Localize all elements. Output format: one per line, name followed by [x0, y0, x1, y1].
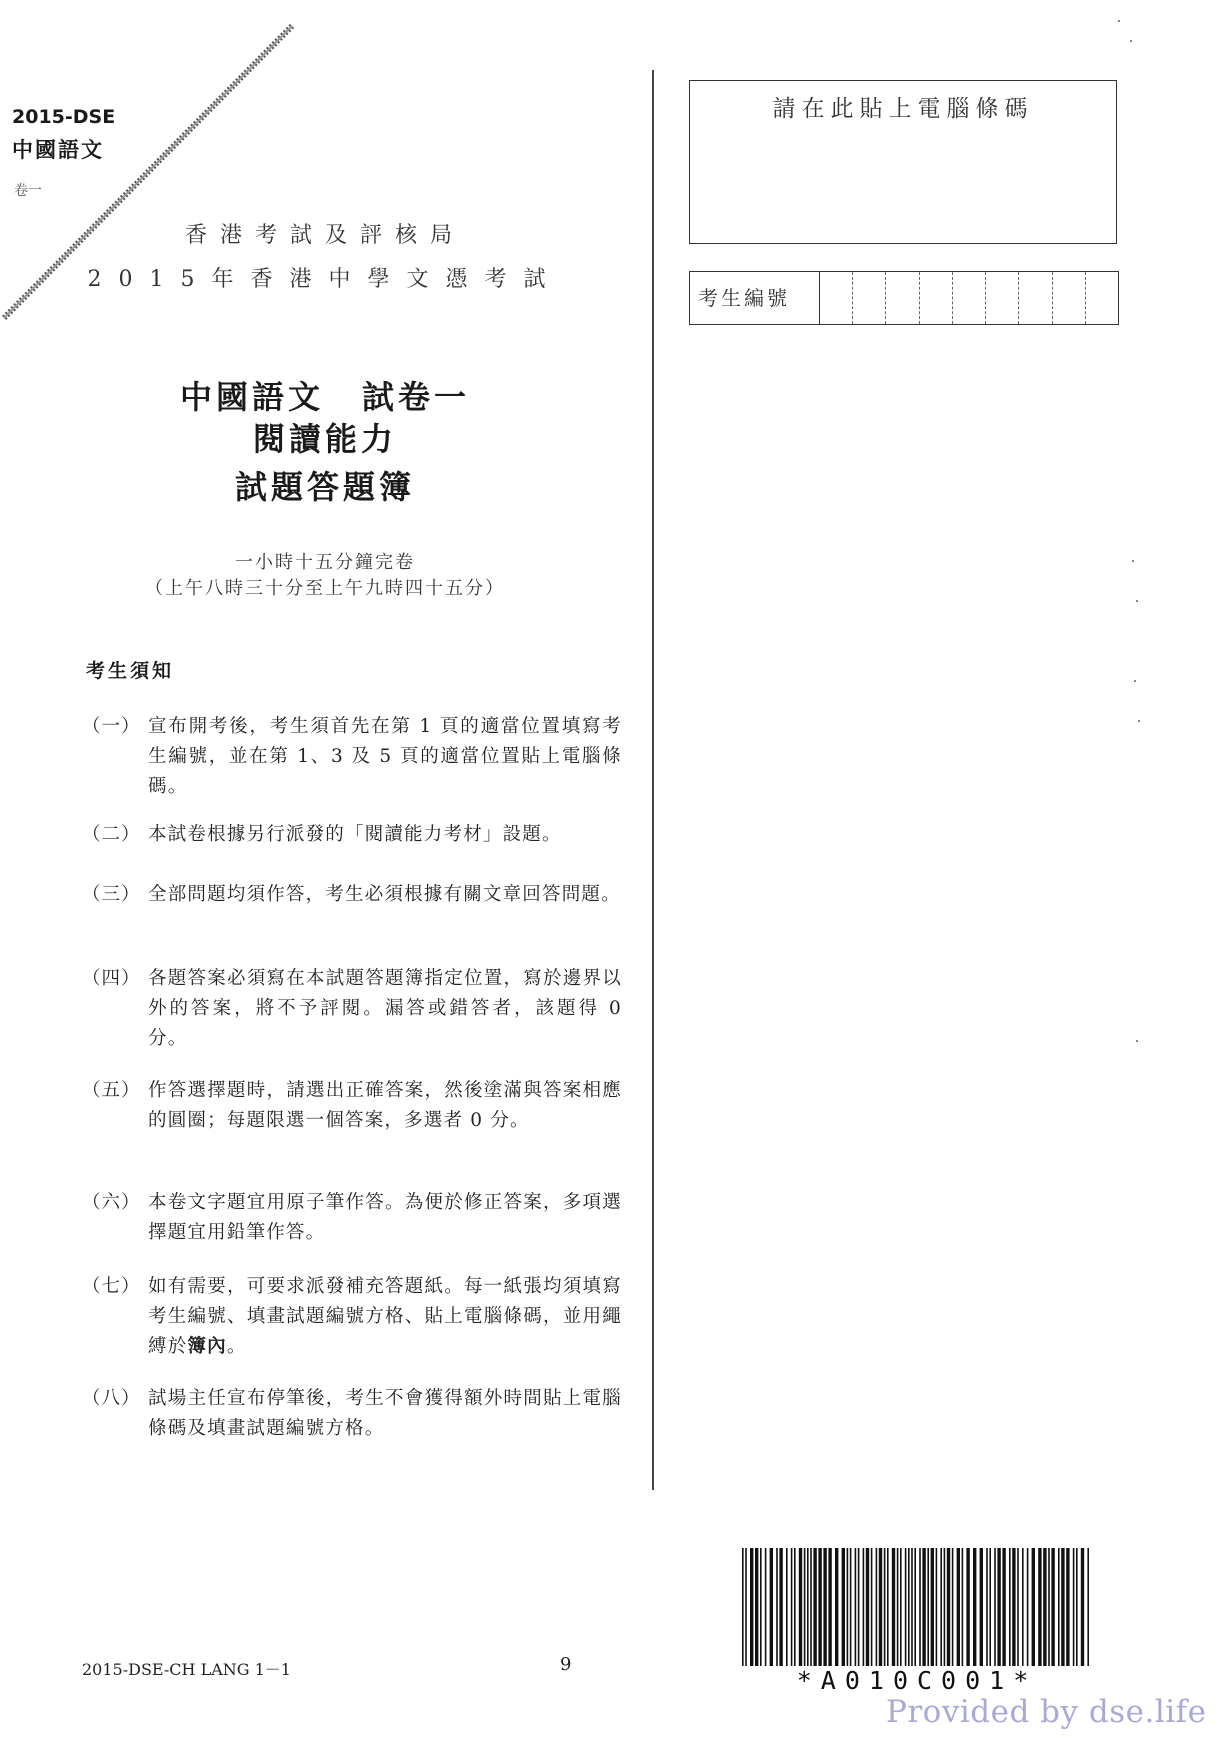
barcode-bar — [835, 1548, 838, 1666]
barcode-bar — [931, 1548, 934, 1666]
barcode-bar — [760, 1548, 762, 1666]
instruction-item-8 — [82, 1384, 622, 1444]
barcode-bar — [1002, 1548, 1005, 1666]
duration: 一小時十五分鐘完卷 — [235, 552, 415, 573]
scan-speck — [1136, 600, 1138, 602]
barcode-bar — [997, 1548, 1000, 1666]
barcode-bar — [892, 1548, 895, 1666]
barcode-bar — [922, 1548, 925, 1666]
barcode-bar — [962, 1548, 964, 1666]
candidate-number-label: 考生編號 — [690, 272, 820, 324]
instruction-number: （五） — [82, 1080, 141, 1101]
barcode-bar — [871, 1548, 873, 1666]
barcode-bar — [828, 1548, 831, 1666]
barcode-bar — [779, 1548, 782, 1666]
barcode-bar — [863, 1548, 865, 1666]
barcode-bar — [842, 1548, 845, 1666]
barcode-bar — [900, 1548, 902, 1666]
barcode-bar — [1012, 1548, 1015, 1666]
barcode-bar — [770, 1548, 773, 1666]
barcode-bar — [944, 1548, 946, 1666]
barcode-bar — [986, 1548, 988, 1666]
barcode-bar — [908, 1548, 910, 1666]
barcode-bar — [966, 1548, 969, 1666]
instruction-text: 宣布開考後，考生須首先在第 1 頁的適當位置填寫考生編號，並在第 1、3 及 5 頁的適當位置貼上電腦條碼。 — [148, 716, 622, 797]
barcode-bar — [914, 1548, 916, 1666]
corner-exam-code: 2015-DSE — [12, 106, 116, 128]
barcode-bar — [742, 1548, 744, 1666]
instruction-item-3 — [82, 880, 622, 910]
scan-speck — [1130, 40, 1132, 42]
barcode-bar — [813, 1548, 816, 1666]
barcode-bar — [876, 1548, 878, 1666]
instruction-text: 作答選擇題時，請選出正確答案，然後塗滿與答案相應的圓圈；每題限選一個答案，多選者 0 分。 — [148, 1080, 622, 1131]
instruction-item-5 — [82, 1076, 622, 1136]
barcode-bar — [897, 1548, 899, 1666]
instruction-text: 全部問題均須作答，考生必須根據有關文章回答問題。 — [148, 884, 621, 905]
instruction-text — [148, 1272, 622, 1362]
authority-name: 香港考試及評核局 — [184, 223, 465, 248]
barcode-bar — [750, 1548, 753, 1666]
scan-speck — [1134, 680, 1136, 682]
candidate-number-cell[interactable] — [1053, 272, 1086, 324]
scan-speck — [1136, 1040, 1138, 1042]
candidate-number-cell[interactable] — [920, 272, 953, 324]
candidate-number-cell[interactable] — [820, 272, 853, 324]
instruction-number: （二） — [82, 824, 141, 845]
barcode-bar — [866, 1548, 869, 1666]
candidate-number-grid — [689, 271, 1119, 325]
title-subject-paper — [0, 372, 650, 418]
title-paper: 試卷一 — [362, 378, 471, 416]
instruction-text: 各題答案必須寫在本試題答題簿指定位置，寫於邊界以外的答案，將不予評閱。漏答或錯答者，該題得 0 分。 — [148, 968, 622, 1049]
barcode-bar — [765, 1548, 767, 1666]
barcode-bar — [1032, 1548, 1035, 1666]
barcode-bar — [855, 1548, 857, 1666]
barcode-bar — [994, 1548, 996, 1666]
instruction-text-part: 。 — [226, 1336, 247, 1357]
barcode-bar — [1051, 1548, 1054, 1666]
title-line-2: 閱讀能力 — [252, 420, 397, 458]
candidate-number-cell[interactable] — [1086, 272, 1118, 324]
barcode-bar — [791, 1548, 793, 1666]
instruction-item-1 — [82, 712, 622, 802]
instruction-emphasis: 簿內 — [187, 1336, 227, 1357]
barcode-bar — [1027, 1548, 1029, 1666]
instruction-number: （七） — [82, 1276, 141, 1297]
instruction-text-part: 如有需要，可要求派發補充答題紙。每一紙張均須填寫考生編號、填畫試題編號方格、貼上電腦條碼，並用繩縛於 — [148, 1276, 622, 1357]
barcode-bar — [887, 1548, 889, 1666]
candidate-number-cell[interactable] — [1019, 272, 1052, 324]
instruction-item-4 — [82, 964, 622, 1054]
instruction-item-7 — [82, 1272, 622, 1362]
barcode-bar — [847, 1548, 849, 1666]
title-line-3: 試題答題簿 — [234, 468, 415, 506]
barcode-bar — [794, 1548, 796, 1666]
barcode-bar — [818, 1548, 821, 1666]
scan-speck — [1138, 720, 1140, 722]
scan-speck — [1118, 20, 1120, 22]
provided-by-watermark: Provided by dse.life — [886, 1694, 1207, 1730]
barcode-bar — [799, 1548, 802, 1666]
barcode-bar — [755, 1548, 758, 1666]
barcode-bar — [936, 1548, 938, 1666]
barcode-bar — [1081, 1548, 1084, 1666]
barcode-image — [742, 1548, 1092, 1668]
corner-paper-label: 卷一 — [14, 183, 42, 199]
barcode-bar — [850, 1548, 852, 1666]
corner-subject: 中國語文 — [12, 138, 104, 162]
instruction-text: 本卷文字題宜用原子筆作答。為便於修正答案，多項選擇題宜用鉛筆作答。 — [148, 1192, 622, 1243]
candidate-number-cell[interactable] — [886, 272, 919, 324]
barcode-bar — [823, 1548, 826, 1666]
barcode-bar — [940, 1548, 942, 1666]
instruction-number: （六） — [82, 1192, 141, 1213]
barcode-bar — [1061, 1548, 1064, 1666]
barcode-bar — [786, 1548, 788, 1666]
barcode-bar — [804, 1548, 806, 1666]
barcode-bar — [1048, 1548, 1050, 1666]
barcode-bar — [1009, 1548, 1011, 1666]
instruction-text: 本試卷根據另行派發的「閱讀能力考材」設題。 — [148, 824, 562, 845]
barcode-bar — [1066, 1548, 1069, 1666]
barcode-bar — [1076, 1548, 1078, 1666]
instruction-number: （三） — [82, 884, 141, 905]
barcode-bar — [1017, 1548, 1019, 1666]
barcode-bar — [1043, 1548, 1046, 1666]
instruction-number: （八） — [82, 1388, 141, 1409]
barcode-bar — [980, 1548, 983, 1666]
footer-paper-code: 2015-DSE-CH LANG 1－1 — [82, 1660, 291, 1679]
barcode-bar — [879, 1548, 882, 1666]
candidate-number-cell[interactable] — [986, 272, 1019, 324]
instructions-heading: 考生須知 — [86, 660, 175, 682]
instruction-text: 試場主任宣布停筆後，考生不會獲得額外時間貼上電腦條碼及填畫試題編號方格。 — [148, 1388, 622, 1439]
barcode-bar — [807, 1548, 809, 1666]
barcode-bar — [989, 1548, 991, 1666]
candidate-number-cell[interactable] — [853, 272, 886, 324]
barcode-bar — [1058, 1548, 1060, 1666]
instruction-number: （一） — [82, 716, 141, 737]
time-range: （上午八時三十分至上午九時四十五分） — [145, 578, 505, 599]
barcode-bar — [745, 1548, 747, 1666]
barcode-bar — [919, 1548, 921, 1666]
page-divider — [652, 70, 654, 1490]
barcode-bar — [858, 1548, 860, 1666]
barcode-bar — [957, 1548, 960, 1666]
barcode-sticker-label: 請在此貼上電腦條碼 — [772, 96, 1034, 122]
barcode-bar — [1073, 1548, 1075, 1666]
barcode-bar — [810, 1548, 812, 1666]
barcode-text: *A010C001* — [796, 1666, 1038, 1695]
barcode-bar — [1022, 1548, 1024, 1666]
barcode-bar — [1038, 1548, 1041, 1666]
instruction-item-6 — [82, 1188, 622, 1248]
candidate-number-cell[interactable] — [953, 272, 986, 324]
barcode-bar — [973, 1548, 976, 1666]
barcode-bar — [905, 1548, 907, 1666]
barcode-bar — [776, 1548, 778, 1666]
barcode-bar — [884, 1548, 886, 1666]
scan-speck — [1132, 560, 1134, 562]
barcode-bar — [952, 1548, 954, 1666]
barcode-bar — [1087, 1548, 1089, 1666]
exam-name: 2015年香港中學文憑考試 — [87, 267, 563, 292]
barcode-bar — [911, 1548, 913, 1666]
barcode-bar — [947, 1548, 950, 1666]
barcode-bar — [927, 1548, 929, 1666]
instruction-item-2 — [82, 820, 622, 850]
footer-page-number: 9 — [560, 1654, 572, 1675]
title-subject: 中國語文 — [179, 378, 324, 416]
instruction-number: （四） — [82, 968, 141, 989]
